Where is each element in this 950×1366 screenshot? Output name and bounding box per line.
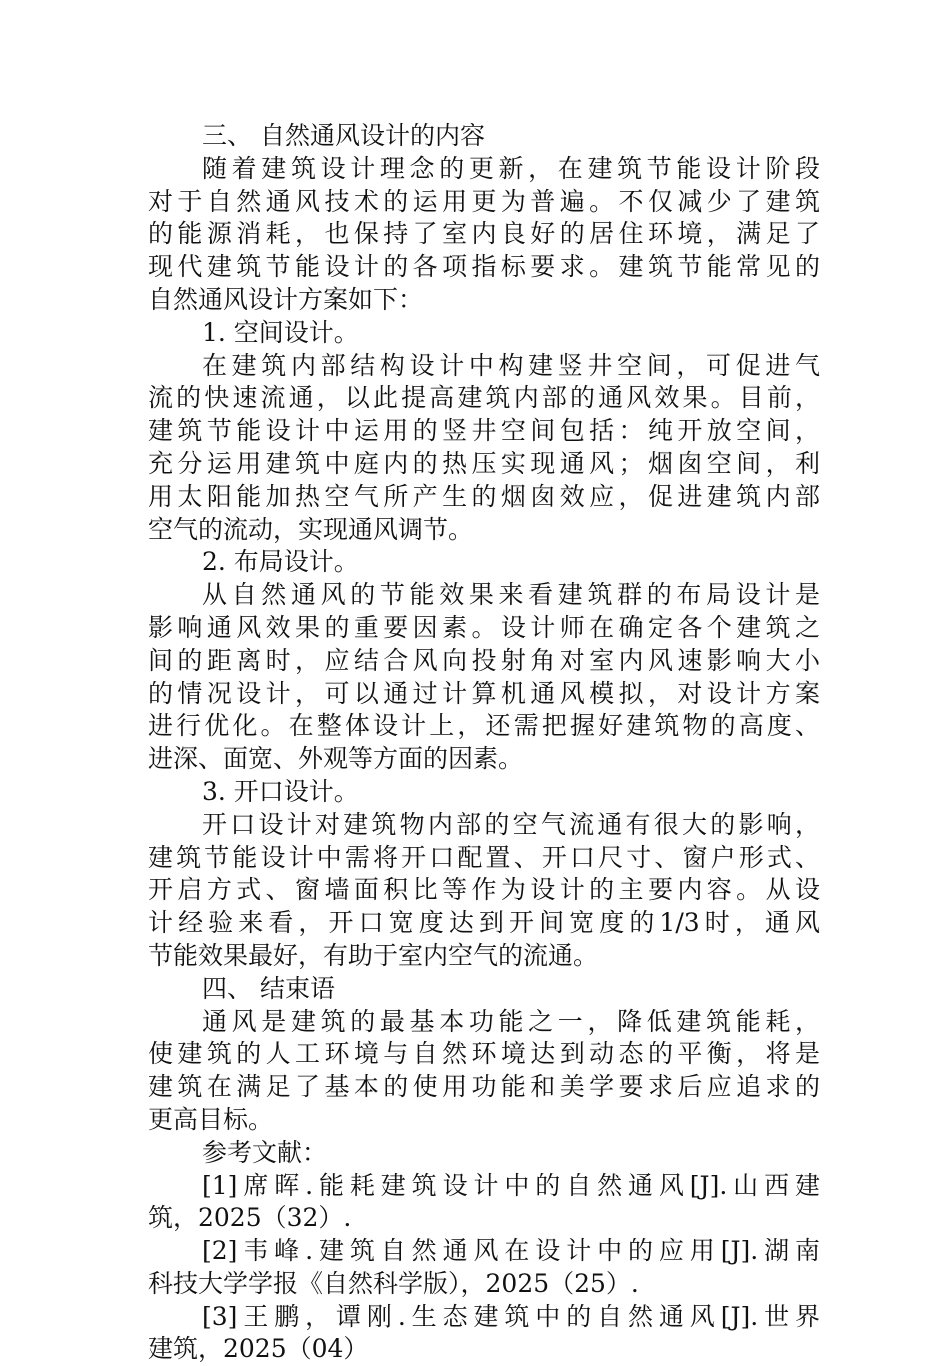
document-body [148, 120, 820, 1366]
section-heading-4: 四、 结束语 [202, 973, 335, 1003]
paragraph-line: 建筑在满足了基本的使用功能和美学要求后应追求的 [148, 1072, 820, 1102]
reference-line: [2]韦峰.建筑自然通风在设计中的应用[J].湖南 [202, 1236, 820, 1266]
paragraph-line: 从自然通风的节能效果来看建筑群的布局设计是 [202, 580, 820, 610]
subheading-space-design: 1. 空间设计。 [202, 317, 359, 347]
paragraph-line: 用太阳能加热空气所产生的烟囱效应，促进建筑内部 [148, 481, 820, 511]
reference-line: 建筑，2025（04） [148, 1334, 369, 1364]
references-heading: 参考文献： [202, 1137, 328, 1167]
paragraph-line: 通风是建筑的最基本功能之一，降低建筑能耗， [202, 1006, 820, 1036]
paragraph-line: 更高目标。 [148, 1104, 274, 1134]
paragraph-line: 建筑节能设计中需将开口配置、开口尺寸、窗户形式、 [148, 842, 820, 872]
paragraph-line: 充分运用建筑中庭内的热压实现通风；烟囱空间，利 [148, 448, 820, 478]
paragraph-line: 对于自然通风技术的运用更为普遍。不仅减少了建筑 [148, 186, 820, 216]
paragraph-line: 开启方式、窗墙面积比等作为设计的主要内容。从设 [148, 875, 820, 905]
reference-line: [1]席晖.能耗建筑设计中的自然通风[J].山西建 [202, 1170, 820, 1200]
paragraph-line: 现代建筑节能设计的各项指标要求。建筑节能常见的 [148, 252, 820, 282]
paragraph-line: 自然通风设计方案如下： [148, 284, 424, 314]
paragraph-line: 进行优化。在整体设计上，还需把握好建筑物的高度、 [148, 711, 820, 741]
paragraph-line: 的能源消耗，也保持了室内良好的居住环境，满足了 [148, 219, 820, 249]
paragraph-line: 节能效果最好，有助于室内空气的流通。 [148, 940, 599, 970]
paragraph-line: 随着建筑设计理念的更新，在建筑节能设计阶段 [202, 153, 820, 183]
paragraph-line: 流的快速流通，以此提高建筑内部的通风效果。目前， [148, 383, 820, 413]
paragraph-line: 在建筑内部结构设计中构建竖井空间，可促进气 [202, 350, 820, 380]
paragraph-line: 影响通风效果的重要因素。设计师在确定各个建筑之 [148, 612, 820, 642]
subheading-layout-design: 2. 布局设计。 [202, 547, 359, 577]
paragraph-line: 的情况设计，可以通过计算机通风模拟，对设计方案 [148, 678, 820, 708]
paragraph-line: 使建筑的人工环境与自然环境达到动态的平衡，将是 [148, 1039, 820, 1069]
reference-line: [3]王鹏，谭刚.生态建筑中的自然通风[J].世界 [202, 1301, 820, 1331]
paragraph-line: 间的距离时，应结合风向投射角对室内风速影响大小 [148, 645, 820, 675]
paragraph-line: 进深、面宽、外观等方面的因素。 [148, 744, 524, 774]
reference-line: 科技大学学报《自然科学版），2025（25）. [148, 1268, 639, 1298]
paragraph-line: 空气的流动，实现通风调节。 [148, 514, 474, 544]
subheading-opening-design: 3. 开口设计。 [202, 776, 359, 806]
paragraph-line: 开口设计对建筑物内部的空气流通有很大的影响， [202, 809, 820, 839]
paragraph-line: 计经验来看，开口宽度达到开间宽度的1/3时，通风 [148, 908, 820, 938]
reference-line: 筑，2025（32）. [148, 1203, 352, 1233]
paragraph-line: 建筑节能设计中运用的竖井空间包括：纯开放空间， [148, 416, 820, 446]
section-heading-3: 三、 自然通风设计的内容 [202, 121, 485, 150]
